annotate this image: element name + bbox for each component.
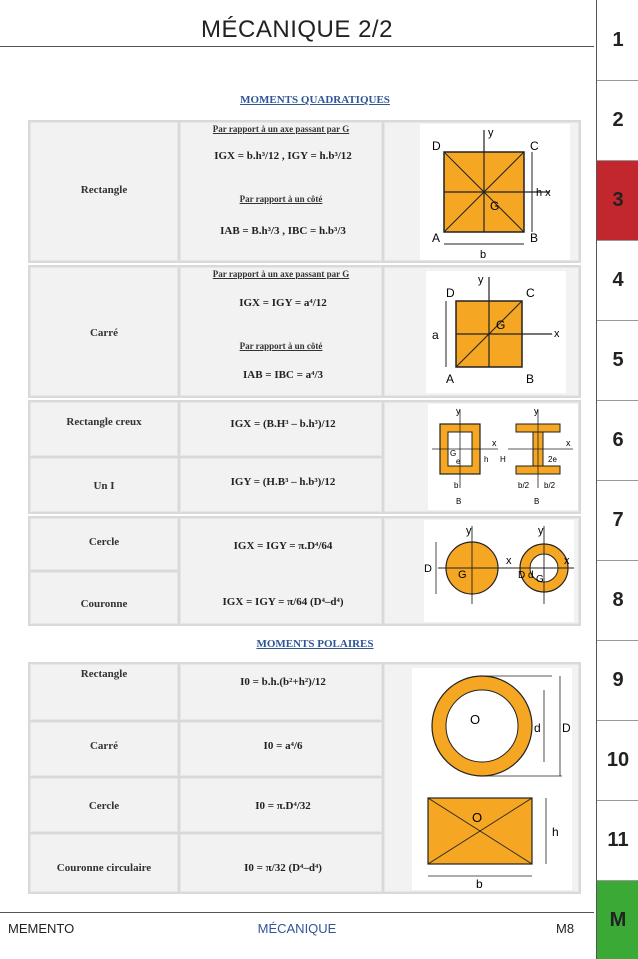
row-rectangle: [28, 120, 581, 263]
footer-center: MÉCANIQUE: [257, 921, 337, 936]
formula-un-i: IGY = (H.B³ – h.b³)/12: [230, 476, 336, 488]
label-y: y: [488, 127, 494, 139]
row-creux-i: [28, 400, 581, 514]
formula-rect-creux: IGX = (B.H³ – b.h³)/12: [230, 418, 336, 430]
polar-figure: [412, 668, 572, 890]
label-d: d: [528, 570, 534, 581]
label-b: b: [454, 481, 459, 490]
label-b: b: [480, 249, 487, 260]
label-G: G: [536, 574, 544, 585]
polar-table: [28, 662, 581, 894]
tab-3[interactable]: 3: [597, 160, 638, 240]
tab-9[interactable]: 9: [597, 640, 638, 720]
subtitle-axis-g: Par rapport à un axe passant par G: [212, 124, 350, 134]
subtitle-side: Par rapport à un côté: [239, 194, 323, 204]
footer-rule: [0, 912, 594, 913]
label-A: A: [432, 231, 441, 245]
label-x: x: [564, 555, 570, 567]
subtitle-side: Par rapport à un côté: [239, 341, 323, 351]
tab-11[interactable]: 11: [597, 800, 638, 880]
label-O: O: [470, 712, 481, 727]
row-label: Couronne: [80, 598, 128, 610]
row-label: Cercle: [88, 800, 120, 812]
label-h: h: [484, 455, 489, 464]
row-label: Couronne circulaire: [56, 862, 152, 874]
label-G: G: [496, 318, 506, 332]
rectangle-figure: [420, 124, 570, 260]
tab-8[interactable]: 8: [597, 560, 638, 640]
label-y: y: [534, 406, 539, 416]
formula-carre-g: IGX = IGY = a⁴/12: [239, 297, 327, 309]
tab-m[interactable]: M: [597, 880, 638, 959]
label-h: h: [552, 825, 559, 839]
label-hx: h x: [536, 187, 551, 199]
label-B: B: [456, 497, 462, 506]
formula-polar-cercle: I0 = π.D⁴/32: [255, 800, 311, 812]
label-x: x: [492, 438, 497, 448]
row-label: Rectangle: [80, 184, 128, 196]
label-D: D: [518, 570, 526, 581]
row-carre: [28, 265, 581, 398]
label-y: y: [466, 525, 472, 537]
subtitle-axis-g: Par rapport à un axe passant par G: [212, 269, 350, 279]
footer-page-number: M8: [556, 921, 575, 936]
label-B: B: [534, 497, 540, 506]
label-A: A: [446, 372, 455, 386]
label-B: B: [526, 372, 535, 386]
label-b: b: [476, 877, 483, 890]
square-figure: [426, 271, 566, 393]
section-title-quadratic: MOMENTS QUADRATIQUES: [240, 94, 390, 106]
formula-rect-side: IAB = B.h³/3 , IBC = h.b³/3: [220, 225, 346, 237]
row-label: Carré: [89, 740, 119, 752]
label-y: y: [456, 406, 461, 416]
title-rule: [0, 46, 594, 47]
label-d: d: [534, 721, 541, 735]
row-label: Rectangle creux: [66, 416, 142, 428]
label-y: y: [478, 274, 484, 286]
tab-7[interactable]: 7: [597, 480, 638, 560]
row-label: Carré: [89, 327, 119, 339]
label-B: B: [530, 231, 539, 245]
page-title: MÉCANIQUE 2/2: [201, 16, 393, 43]
label-C: C: [530, 139, 539, 153]
section-title-polar: MOMENTS POLAIRES: [256, 638, 374, 650]
label-G: G: [458, 569, 467, 581]
tab-5[interactable]: 5: [597, 320, 638, 400]
row-label: Un I: [93, 480, 115, 492]
label-C: C: [526, 286, 535, 300]
label-G: G: [490, 199, 500, 213]
label-O: O: [472, 810, 483, 825]
formula-carre-side: IAB = IBC = a⁴/3: [242, 369, 323, 381]
label-x: x: [506, 555, 512, 567]
formula-rect-g: IGX = b.h³/12 , IGY = h.b³/12: [214, 150, 352, 162]
footer-left: MEMENTO: [8, 921, 75, 936]
formula-cercle: IGX = IGY = π.D⁴/64: [233, 540, 333, 552]
label-D: D: [562, 721, 571, 735]
label-D: D: [424, 563, 432, 575]
tab-1[interactable]: 1: [612, 28, 624, 51]
label-a: a: [432, 328, 439, 342]
label-b2: b/2: [518, 481, 530, 490]
label-e: e: [456, 457, 461, 466]
label-D: D: [446, 286, 455, 300]
formula-polar-carre: I0 = a⁴/6: [263, 740, 303, 752]
label-y: y: [538, 525, 544, 537]
label-G: G: [450, 449, 457, 458]
label-2e: 2e: [548, 455, 557, 464]
circle-ring-figure: [424, 520, 574, 622]
tab-4[interactable]: 4: [597, 240, 638, 320]
formula-polar-couronne: I0 = π/32 (D⁴–d⁴): [244, 862, 322, 874]
label-b2: b/2: [544, 481, 556, 490]
row-label: Cercle: [88, 536, 120, 548]
formula-polar-rectangle: I0 = b.h.(b²+h²)/12: [240, 676, 326, 688]
row-cercle-couronne: [28, 516, 581, 626]
chapter-tabs: [596, 0, 638, 959]
row-label: Rectangle: [80, 668, 128, 680]
tab-10[interactable]: 10: [597, 720, 638, 800]
label-x: x: [566, 438, 571, 448]
tab-2[interactable]: 2: [597, 80, 638, 160]
label-x: x: [554, 328, 560, 340]
tab-6[interactable]: 6: [597, 400, 638, 480]
label-D: D: [432, 139, 441, 153]
label-H: H: [500, 455, 506, 464]
hollow-i-figure: [428, 404, 578, 510]
formula-couronne: IGX = IGY = π/64 (D⁴–d⁴): [222, 596, 344, 608]
